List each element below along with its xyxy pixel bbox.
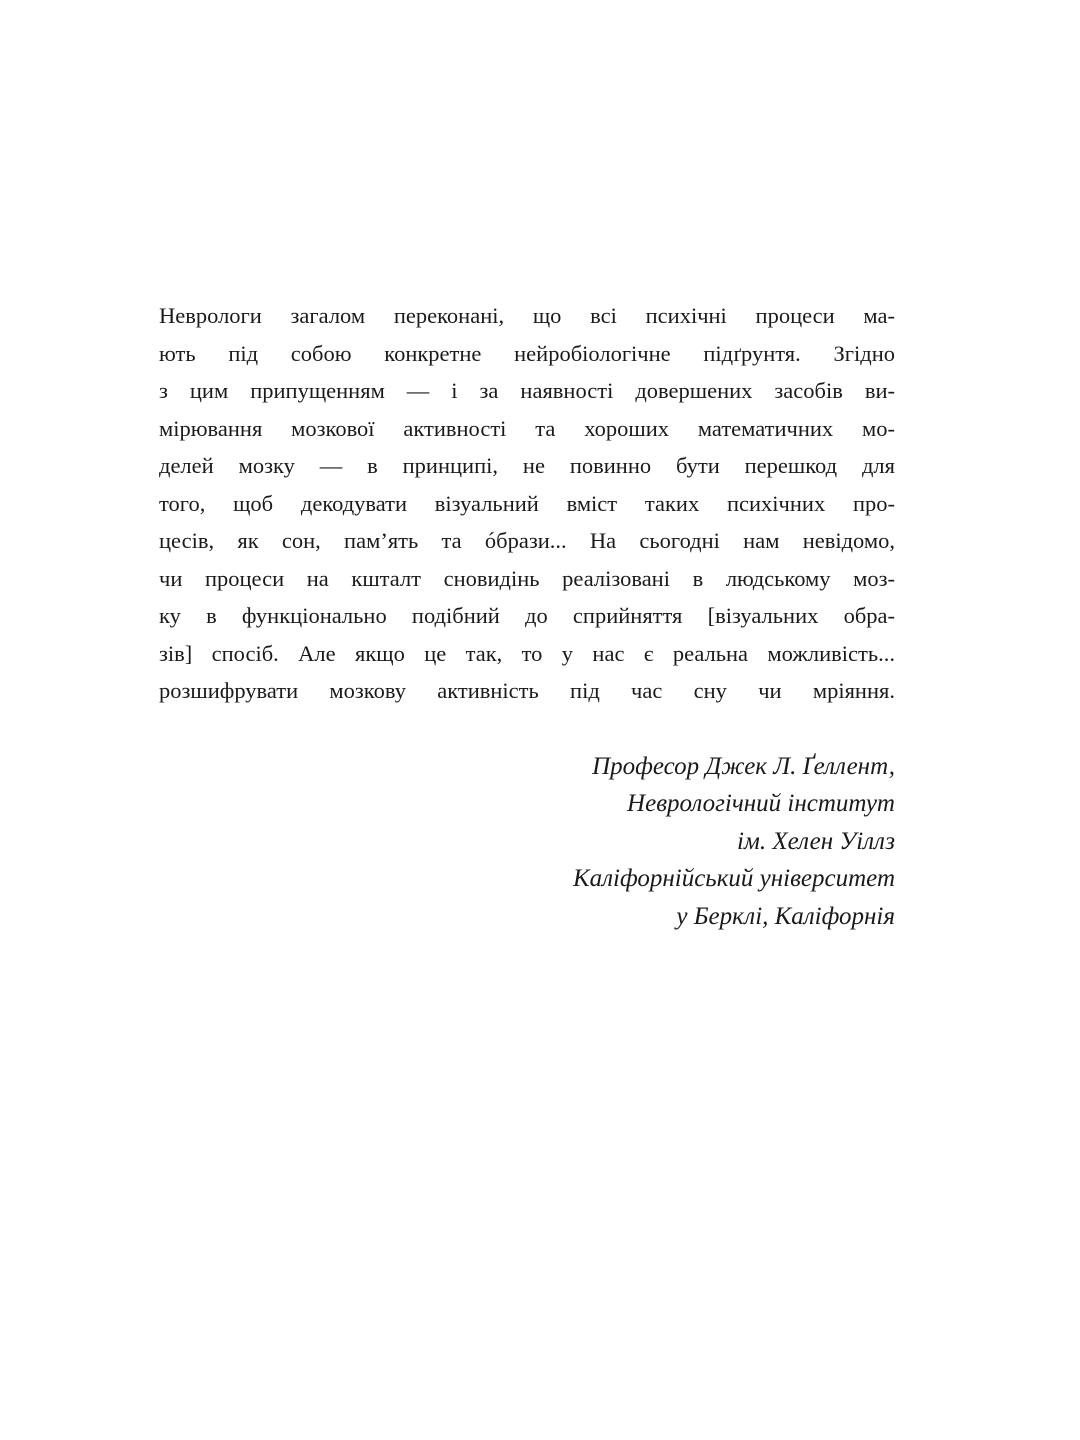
author-name: Професор Джек Л. Ґеллент,	[592, 752, 895, 780]
quote-line: Неврологи загалом переконані, що всі психічні процеси ма-	[159, 303, 895, 328]
quote-line: мірювання мозкової активності та хороших математичних мо-	[159, 415, 895, 441]
quote-line: того, щоб декодувати візуальний вміст таких психічних про-	[159, 490, 895, 516]
quote-line: ють під собою конкретне нейробіологічне підґрунтя. Згідно	[159, 340, 895, 366]
quote-line: з цим припущенням — і за наявності довершених засобів ви-	[159, 378, 895, 403]
author-institute-name: ім. Хелен Уіллз	[736, 827, 895, 855]
epigraph	[159, 297, 895, 935]
quote-line: цесів, як сон, пам’ять та óбрази... На сьогодні нам невідомо,	[159, 528, 895, 553]
author-institute: Неврологічний інститут	[627, 790, 895, 817]
epigraph-quote	[159, 297, 895, 710]
quote-line: розшифрувати мозкову активність під час сну чи мріяння.	[159, 678, 895, 703]
quote-line: зів] спосіб. Але якщо це так, то у нас є реальна можливість...	[159, 640, 895, 666]
epigraph-attribution	[159, 748, 895, 936]
author-university: Каліфорнійський університет	[573, 865, 895, 892]
author-location: у Берклі, Каліфорнія	[676, 902, 895, 930]
quote-line: делей мозку — в принципі, не повинно бути перешкод для	[159, 453, 895, 478]
quote-line: ку в функціонально подібний до сприйняття [візуальних обра-	[159, 603, 895, 628]
quote-line: чи процеси на кшталт сновидінь реалізовані в людському моз-	[159, 565, 895, 591]
